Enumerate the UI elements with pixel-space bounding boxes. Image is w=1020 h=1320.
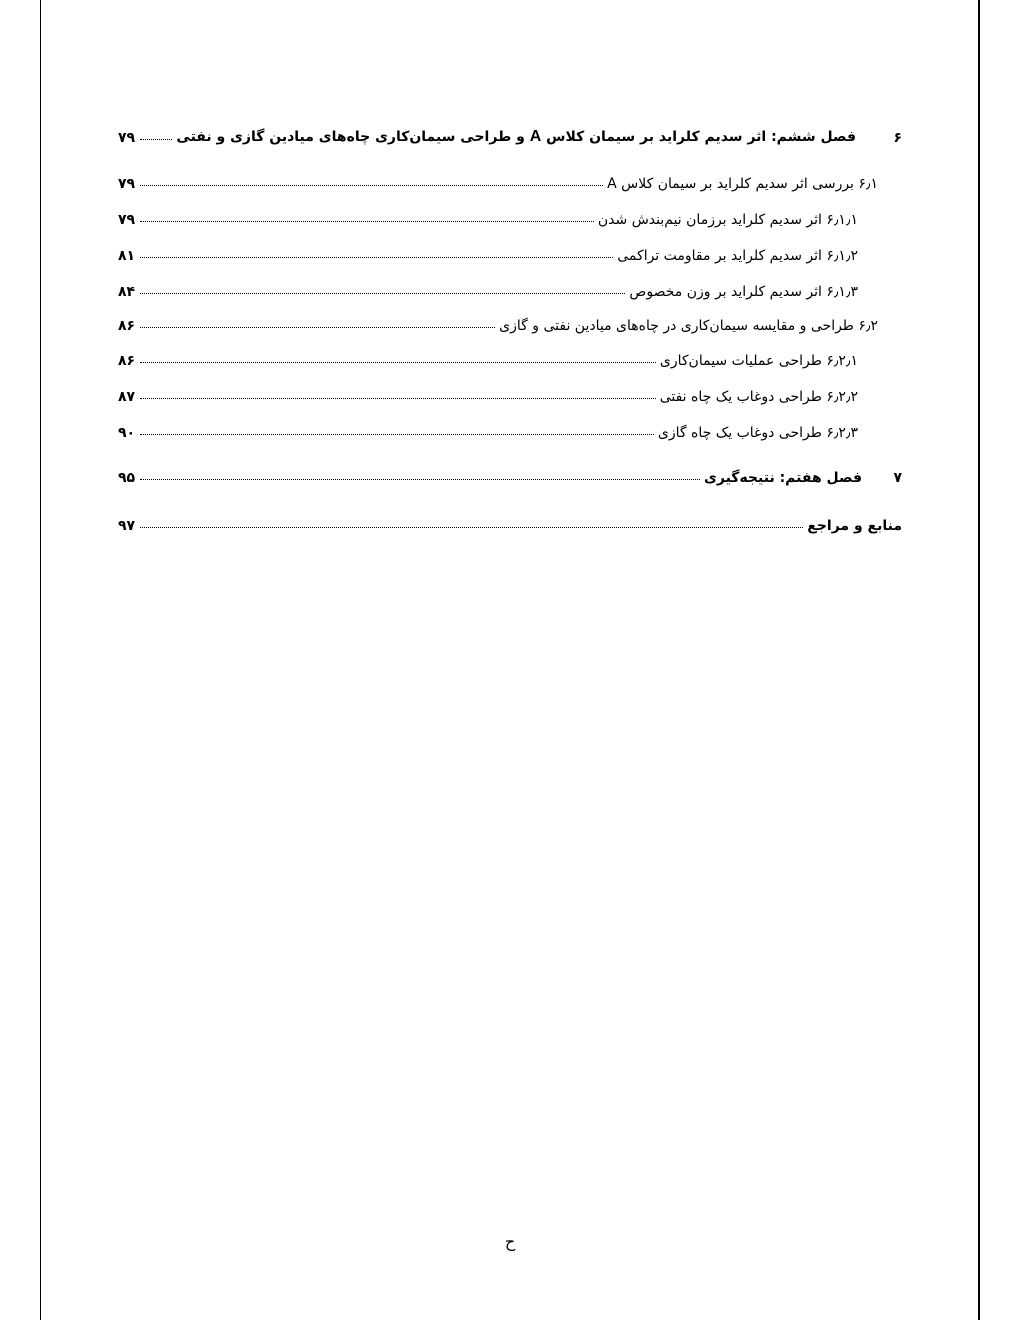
toc-leader-dots [140,397,656,399]
toc-page-number: ۹۷ [118,518,136,534]
toc-chapter-7[interactable] [118,462,902,486]
toc-page-number: ۹۰ [118,425,136,441]
toc-leader-dots [140,292,625,294]
toc-chapter-title [174,128,856,146]
toc-references-title: منابع و مراجع [807,518,902,534]
toc-leader-dots [140,220,594,222]
toc-entry-title: ۶٫۲٫۱ طراحی عملیات سیمان‌کاری [659,353,858,369]
toc-page-number: ۸۶ [118,318,136,334]
page-border-right [978,0,980,1320]
toc-chapter-title-prefix: فصل ششم: اثر سدیم کلراید بر سیمان کلاس [546,129,856,145]
toc-entry-title: ۶٫۲٫۲ طراحی دوغاب یک چاه نفتی [659,389,858,405]
toc-page-number: ۹۵ [118,470,136,486]
toc-leader-dots [140,138,172,140]
toc-leader-dots [140,433,654,435]
toc-chapter-title-latin: A [529,128,542,145]
toc-leader-dots [140,526,803,528]
toc-references[interactable] [118,510,902,534]
toc-entry[interactable] [118,345,858,369]
toc-entry-title: ۶٫۱٫۲ اثر سدیم کلراید بر مقاومت تراکمی [617,248,858,264]
toc-entry[interactable] [118,168,878,192]
toc-entry-title: ۶٫۲ طراحی و مقایسه سیمان‌کاری در چاه‌های میادین نفتی و گازی [499,318,878,334]
toc-page-number: ۸۱ [118,248,136,264]
toc-entry-title: ۶٫۲٫۳ طراحی دوغاب یک چاه گازی [657,425,858,441]
toc-leader-dots [140,184,603,186]
toc-page-number: ۷۹ [118,212,136,228]
toc-chapter-title-suffix: و طراحی سیمان‌کاری چاه‌های میادین گازی و نفتی [176,129,525,145]
toc-chapter-title: فصل هفتم: نتیجه‌گیری [704,470,862,486]
toc-entry-title: ۶٫۱ بررسی اثر سدیم کلراید بر سیمان کلاس A [607,176,878,192]
page-border-left [40,0,41,1320]
toc-leader-dots [140,326,495,328]
toc-entry[interactable] [118,204,858,228]
toc-chapter-number: ۷ [893,470,902,486]
toc-page-number: ۸۷ [118,389,136,405]
toc-page-number: ۷۹ [118,130,136,146]
toc-leader-dots [140,256,613,258]
toc-entry-title: ۶٫۱٫۳ اثر سدیم کلراید بر وزن مخصوص [629,284,858,300]
table-of-contents [118,0,908,1320]
toc-chapter-6[interactable] [118,122,902,146]
toc-entry[interactable] [118,417,858,441]
toc-entry[interactable] [118,310,878,334]
toc-chapter-number: ۶ [893,130,902,146]
page-footer-number: ح [504,1232,516,1251]
toc-page-number: ۸۶ [118,353,136,369]
toc-entry[interactable] [118,276,858,300]
toc-leader-dots [140,361,656,363]
toc-page-number: ۸۴ [118,284,136,300]
toc-leader-dots [140,478,700,480]
toc-page-number: ۷۹ [118,176,136,192]
toc-entry-title: ۶٫۱٫۱ اثر سدیم کلراید برزمان نیم‌بندش شدن [597,212,858,228]
toc-entry[interactable] [118,381,858,405]
toc-entry[interactable] [118,240,858,264]
